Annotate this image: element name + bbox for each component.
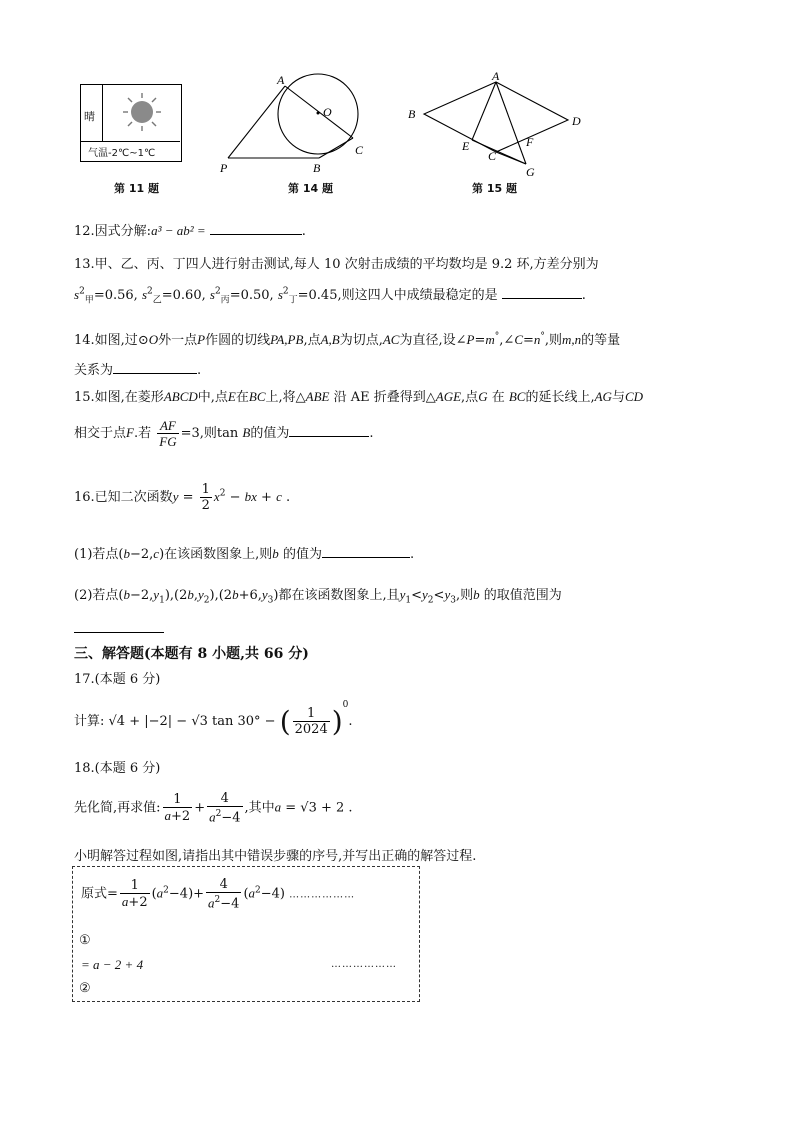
question-15-line2: 相交于点F.若 $\frac{AF}{FG}$ =3,则tan B的值为 . bbox=[74, 418, 374, 449]
question-14-line2: 关系为 . bbox=[74, 359, 201, 378]
fig15-label-E: E bbox=[462, 139, 470, 153]
solution-line1: 原式= $\frac{1}{a+2}$ $(a^2-4)+$ $\frac{4}{a^2-4}$ $(a^2-4)$ ……………… bbox=[81, 877, 356, 912]
fig14-label-C: C bbox=[355, 143, 364, 157]
solution-line2: = a − 2 + 4 bbox=[81, 957, 144, 972]
figure-14-caption: 第 14 题 bbox=[288, 182, 333, 195]
fig15-label-B: B bbox=[408, 107, 416, 121]
fig15-label-A: A bbox=[492, 69, 500, 83]
question-12: 12.因式分解:a³ − ab² = . bbox=[74, 223, 306, 239]
q15-answer-blank[interactable] bbox=[289, 423, 369, 437]
q18-header: 18.(本题 6 分) bbox=[74, 761, 161, 776]
q17-expression: 计算: √4 + |−2| − √3 tan 30° − ( $\frac{1}{2024}$ )$^0$. bbox=[74, 700, 353, 738]
question-15-line1: 15.如图,在菱形ABCD中,点E在BC上,将△ABE 沿 AE 折叠得到△AGE,点G 在 BC的延长线上,AG与CD bbox=[74, 389, 644, 405]
figure-15 bbox=[404, 68, 594, 180]
fig14-label-P: P bbox=[220, 161, 228, 175]
sun-icon bbox=[122, 92, 162, 132]
figure-14 bbox=[215, 70, 375, 180]
q12-expr: a³ − ab² = bbox=[151, 223, 206, 238]
question-13-line1: 13.甲、乙、丙、丁四人进行射击测试,每人 10 次射击成绩的平均数均是 9.2 环,方差分别为 bbox=[74, 257, 599, 272]
fig15-label-G: G bbox=[526, 165, 535, 179]
section-3-title: 三、解答题(本题有 8 小题,共 66 分) bbox=[74, 646, 309, 662]
figure-11 bbox=[80, 84, 182, 162]
q12-text: 12.因式分解: bbox=[74, 224, 152, 239]
q13-answer-blank[interactable] bbox=[502, 285, 582, 299]
q16-part2-blank[interactable] bbox=[74, 618, 164, 633]
fig14-label-O: O bbox=[323, 105, 332, 119]
question-16-intro: 16.已知二次函数y = $\frac{1}{2}$ $x^2$ − bx + c . bbox=[74, 482, 291, 513]
fig14-label-A: A bbox=[277, 73, 285, 87]
fig14-label-B: B bbox=[313, 161, 321, 175]
figure-11-caption: 第 11 题 bbox=[114, 182, 159, 195]
weather-label: 晴 bbox=[84, 110, 95, 123]
q16-part1-blank[interactable] bbox=[322, 544, 410, 558]
fig15-label-F: F bbox=[526, 135, 534, 149]
step-2-marker: ② bbox=[79, 981, 91, 996]
question-13-line2: $s^2_甲=0.56$, $s^2_乙=0.60$, $s^2_丙=0.50$, $s^2_丁=0.45$,则这四人中成绩最稳定的是 . bbox=[74, 286, 586, 306]
q18-prompt: 小明解答过程如图,请指出其中错误步骤的序号,并写出正确的解答过程. bbox=[74, 849, 477, 864]
q14-answer-blank[interactable] bbox=[113, 360, 197, 374]
solution-box: 原式= $\frac{1}{a+2}$ $(a^2-4)+$ $\frac{4}{a^2-4}$ $(a^2-4)$ ……………… ① = a − 2 + 4 ……………… ② bbox=[72, 866, 420, 1002]
step-1-marker: ① bbox=[79, 933, 91, 948]
q18-expression: 先化简,再求值: $\frac{1}{a+2}$ + $\frac{4}{a^2-4}$ ,其中a = √3 + 2 . bbox=[74, 791, 353, 826]
figure-15-caption: 第 15 题 bbox=[472, 182, 517, 195]
temperature-label: 气温-2℃~1℃ bbox=[88, 148, 156, 159]
question-16-part2: (2)若点$(b-2,y_1),(2b,y_2),(2b+6,y_3)$都在该函数图象上,且$y_1<y_2<y_3$,则b 的取值范围为 bbox=[74, 587, 562, 606]
q17-header: 17.(本题 6 分) bbox=[74, 672, 161, 687]
question-16-part1: (1)若点(b−2,c)在该函数图象上,则b 的值为 . bbox=[74, 546, 415, 562]
fig15-label-C: C bbox=[488, 149, 497, 163]
question-14-line1: 14.如图,过⊙O外一点P作圆的切线PA,PB,点A,B为切点,AC为直径,设∠P=m°,∠C=n°,则m,n的等量 bbox=[74, 331, 621, 348]
q12-answer-blank[interactable] bbox=[210, 221, 302, 235]
fig15-label-D: D bbox=[572, 114, 581, 128]
